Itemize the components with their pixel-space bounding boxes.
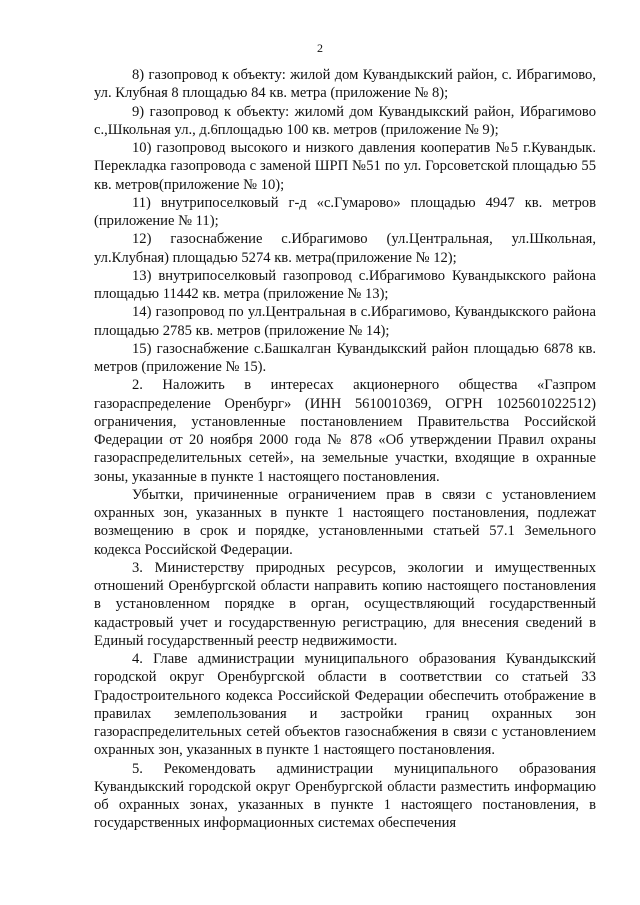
clause-5: 5. Рекомендовать администрации муниципального образования Кувандыкский городской округ Оренбургской области разместить информацию об охранных зонах, указанных в пункте 1 настоящего постановления, в государственных информационных системах обеспечения — [94, 760, 596, 832]
list-item-11: 11) внутрипоселковый г-д «с.Гумарово» площадью 4947 кв. метров (приложение № 11); — [94, 194, 596, 229]
document-body — [94, 66, 596, 833]
clause-3: 3. Министерству природных ресурсов, экологии и имущественных отношений Оренбургской области направить копию настоящего постановления в установленном порядке в орган, осуществляющий государственный кадастровый учет и государственную регистрацию, для внесения сведений в Единый государственный реестр недвижимости. — [94, 559, 596, 649]
list-item-13: 13) внутрипоселковый газопровод с.Ибрагимово Кувандыкского района площадью 11442 кв. метра (приложение № 13); — [94, 267, 596, 302]
list-item-10: 10) газопровод высокого и низкого давления кооператив №5 г.Кувандык. Перекладка газопровода с заменой ШРП №51 по ул. Горсоветской площадью 55 кв. метров(приложение № 10); — [94, 140, 596, 193]
list-item-14: 14) газопровод по ул.Центральная в с.Ибрагимово, Кувандыкского района площадью 2785 кв. метров (приложение № 14); — [94, 304, 596, 339]
list-item-9: 9) газопровод к объекту: жиломй дом Кувандыкский район, Ибрагимово с.,Школьная ул., д.6площадью 100 кв. метров (приложение № 9); — [94, 103, 596, 138]
list-item-12: 12) газоснабжение с.Ибрагимово (ул.Центральная, ул.Школьная, ул.Клубная) площадью 5274 кв. метра(приложение № 12); — [94, 231, 596, 266]
list-item-15: 15) газоснабжение с.Башкалган Кувандыкский район площадью 6878 кв. метров (приложение № 15). — [94, 340, 596, 375]
clause-2: 2. Наложить в интересах акционерного общества «Газпром газораспределение Оренбург» (ИНН 5610010369, ОГРН 1025601022512) ограничения, установленные постановлением Правительства Российской Федерации от 20 ноября 2000 года № 878 «Об утверждении Правил охраны газораспределительных сетей», на земельные участки, входящие в охранные зоны, указанные в пункте 1 настоящего постановления. — [94, 377, 596, 485]
clause-2-losses: Убытки, причиненные ограничением прав в связи с установлением охранных зон, указанных в пункте 1 настоящего постановления, подлежат возмещению в срок и порядке, установленными статьей 57.1 Земельного кодекса Российской Федерации. — [94, 486, 596, 558]
clause-4: 4. Главе администрации муниципального образования Кувандыкский городской округ Оренбургской области в соответствии со статьей 33 Градостроительного кодекса Российской Федерации обеспечить отображение в правилах землепользования и застройки границ охранных зон газораспределительных сетей объектов газоснабжения в связи с установлением охранных зон, указанных в пункте 1 настоящего постановления. — [94, 651, 596, 759]
page-number: 2 — [317, 41, 323, 55]
list-item-8: 8) газопровод к объекту: жилой дом Кувандыкский район, с. Ибрагимово, ул. Клубная 8 площадью 84 кв. метра (приложение № 8); — [94, 67, 596, 102]
